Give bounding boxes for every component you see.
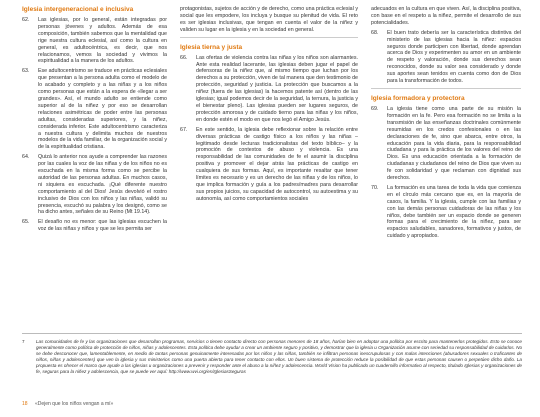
- paragraph-number: 68.: [371, 29, 379, 36]
- paragraph-continuation: adecuados en la cultura en que viven. Así, la disciplina positiva, con base en el respeto a la niñez, permite el desarrollo de sus potencialidades.: [371, 6, 521, 26]
- paragraph-number: 70.: [371, 184, 379, 191]
- paragraph-68: [371, 30, 521, 85]
- footnote: [22, 339, 522, 375]
- section-heading-intergenerational: Iglesia intergeneracional e inclusiva: [22, 6, 134, 13]
- paragraph-number: 69.: [371, 105, 379, 112]
- paragraph-number: 64.: [22, 154, 30, 161]
- paragraph-text: La formación es una tarea de toda la vida que comienza en el círculo más cercano que es, en la mayoría de casos, la familia. Y la iglesia, cumple con las familias y con las demás personas cuidadoras de las niñas y los niños, debe también ser un espacio donde se generen formas para el crecimiento de la niñez, para ser espacios saludables, sanadores, formativos y justos, de cuidado y apropiados.: [387, 184, 521, 240]
- footnote-divider: [22, 333, 522, 334]
- paragraph-text: En este sentido, la iglesia debe reflexionar sobre la relación entre diversas prácticas de castigo físico a los niños y las niñas –legitimado desde lecturas tradicionalistas del texto bíblico– y la promoción de contextos de abuso y violencia. Es una responsabilidad de las comunidades de fe el asumir la disciplina positiva y promover el dejar atrás las prácticas de castigo en cualquiera de sus formas. Aquí, es importante resaltar que tener límites es necesario y es un derecho de las niñas y de los niños, lo que implica formación y guía a los padres/madres para desarrollar sus propios juicios, su capacidad de autocontrol, su autoestima y su autonomía, así como comportamientos sociales: [196, 126, 358, 202]
- section-heading-formative-protective: Iglesia formadora y protectora: [371, 94, 465, 102]
- paragraph-number: 65.: [22, 219, 30, 226]
- paragraph-number: 62.: [22, 17, 30, 23]
- section-rule: [371, 88, 521, 89]
- footnote-text: Las comunidades de fe y las organizaciones que desarrollan programas, servicios o tienen contacto directo con personas menores de 18 años, harían bien en adoptar una política por escrito para mantenerlos protegidos. Esto se conoce generalmente como política de protección de niños, niñas y adolescentes. Esta política debe ayudar a crear un ambiente seguro y positivo, y demostrar que la iglesia u Organización asume con seriedad su responsabilidad de cuidarlos. No se debe desconocer que, lamentablemente, en medio de tantas personas genuinamente interesadas por los niños y las niñas, también se infiltran personas inescrupulosas y con malas intenciones (abusadores sexuales o traficantes de niños, niñas y adolescentes) que ven la iglesia y sus ministerios como una puerta abierta para tener contacto con ellos. Un buen sistema de protección reduce la posibilidad de que estas personas causen o perpetúen dicho daño. La propuesta es ofrecer el marco que ayude a las iglesias u organizaciones a prevenir y responder ante el abuso a la niñez y adolescencia. World Vision ha publicado un cuadernillo informativo al respecto, titulado Iglesias y organizaciones de fe, seguras para la niñez y adolescencia, que se puede ver aquí: http://www.wvi.org/es/IglesiasSeguras: [36, 339, 522, 374]
- paragraph-67: [180, 127, 358, 203]
- paragraph-text: La iglesia tiene como una parte de su misión la formación en la fe. Pero esa formación no se limita a la transmisión de las enseñanzas doctrinales comúnmente resumidas en los credos confesionales o en las declaraciones de fe, sino que abarca, entre otros, la educación para la vida diaria, para la responsabilidad ciudadana y para la práctica de los valores del reino de Dios. Es una educación orientada a la formación de ciudadanas y ciudadanos del reino de Dios que viven su fe con solidaridad y que reclaman con dignidad sus derechos.: [387, 105, 521, 182]
- column-left: [22, 6, 167, 236]
- running-title: «Dejen que los niños vengan a mí»: [34, 401, 114, 407]
- paragraph-69: [371, 106, 521, 182]
- column-right: [371, 6, 521, 243]
- column-middle: [180, 6, 358, 206]
- paragraph-number: 67.: [180, 126, 188, 133]
- page-footer: [22, 401, 113, 407]
- paragraph-text: Ese adultocentrismo se traduce en prácticas eclesiales que presentan a la persona adulta como el modelo de lo acabado y completo y a las niñas y a los niños como personas que están a la espera de «llegar a ser grandes». Así, el mundo adulto se entiende como superior al de la niñez y por eso se desarrollan relaciones asimétricas de poder entre las personas adultas, consideradas superiores, y la niñez, considerada inferior. Este adultocentrismo caracteriza a nuestra cultura y delimita muchos de nuestros modelos de la vida familiar, de la organización social y de la espiritualidad cristiana.: [38, 68, 167, 151]
- paragraph-64: [22, 154, 167, 216]
- paragraph-62: [22, 17, 167, 65]
- paragraph-text: El desafío no es menor: que las iglesias escuchen la voz de las niñas y niños y que se les permita ser: [38, 219, 167, 233]
- paragraph-70: [371, 185, 521, 240]
- paragraph-continuation: protagonistas, sujetos de acción y de derecho, como una práctica eclesial y social que les empodere, los incluya y busque su plenitud de vida. El reto es ser iglesias inclusivas, que tengan en cuenta el valor de la niñez y validen su lugar en la iglesia y en la sociedad en general.: [180, 6, 358, 33]
- paragraph-text: El buen trato debería ser la característica distintiva del ministerio de las iglesias hacia la niñez: espacios seguros donde participen con libertad, donde aprendan acerca de Dios y experimenten su amor en un ambiente de respeto y valoración, donde sus derechos sean reconocidos, donde su valor sea considerado y donde sus aportes sean tenidos en cuenta como don de Dios para la transformación de todos.: [387, 29, 521, 85]
- page-number: 18: [22, 401, 28, 407]
- paragraph-number: 63.: [22, 68, 30, 75]
- paragraph-text: Quizá lo anterior nos ayude a comprender las razones por las cuales la voz de las niñas y de los niños no es escuchada en la misma forma como se percibe la autoridad de las personas adultas. En muchos casos, ni siquiera es escuchada. ¡Qué diferente nuestro comportamiento al del Dios! Jesús devolvió el rostro inclusivo de Dios con los niños y las niñas, validó su presencia, escuchó su palabra y los designó, como se ha dicho antes, señales de su Reino (Mt 19.14).: [38, 154, 167, 216]
- section-rule: [180, 37, 358, 38]
- paragraph-number: 66.: [180, 54, 188, 61]
- paragraph-text: Las ofertas de violencia contra las niñas y los niños son alarmantes. Ante esta realidad lacerante, las iglesias deben jugar el papel de defensoras de la niñez que, al mismo tiempo que luchan por los derechos a su protección, viven de tal manera que den testimonio de protección, seguridad y justicia. La protección que buscamos a la niñez (fuera de las iglesias) la hacemos patente así (dentro de las iglesias; igual podemos decir de la seguridad, la ternura, la justicia y el bienestar pleno). Las iglesias pueden ser lugares seguros, de protección amorosa y de cuidado tierno para las niñas y los niños, en donde estén el modo en que nos legó el Amigo Jesús.: [196, 54, 358, 123]
- paragraph-65: [22, 219, 167, 233]
- paragraph-text: Las iglesias, por lo general, están integradas por personas jóvenes y adultos. Además de esa composición, también sabemos que la mentalidad que rige nuestra cultura eclesial, así como la cultura en general, es adultocéntrica, es decir, que nos relacionamos, vemos la sociedad y vivimos la espiritualidad a la manera de los adultos.: [38, 17, 167, 65]
- footnote-number: 7: [22, 339, 25, 344]
- paragraph-63: [22, 68, 167, 151]
- paragraph-66: [180, 55, 358, 124]
- section-heading-tender-just: Iglesia tierna y justa: [180, 43, 243, 51]
